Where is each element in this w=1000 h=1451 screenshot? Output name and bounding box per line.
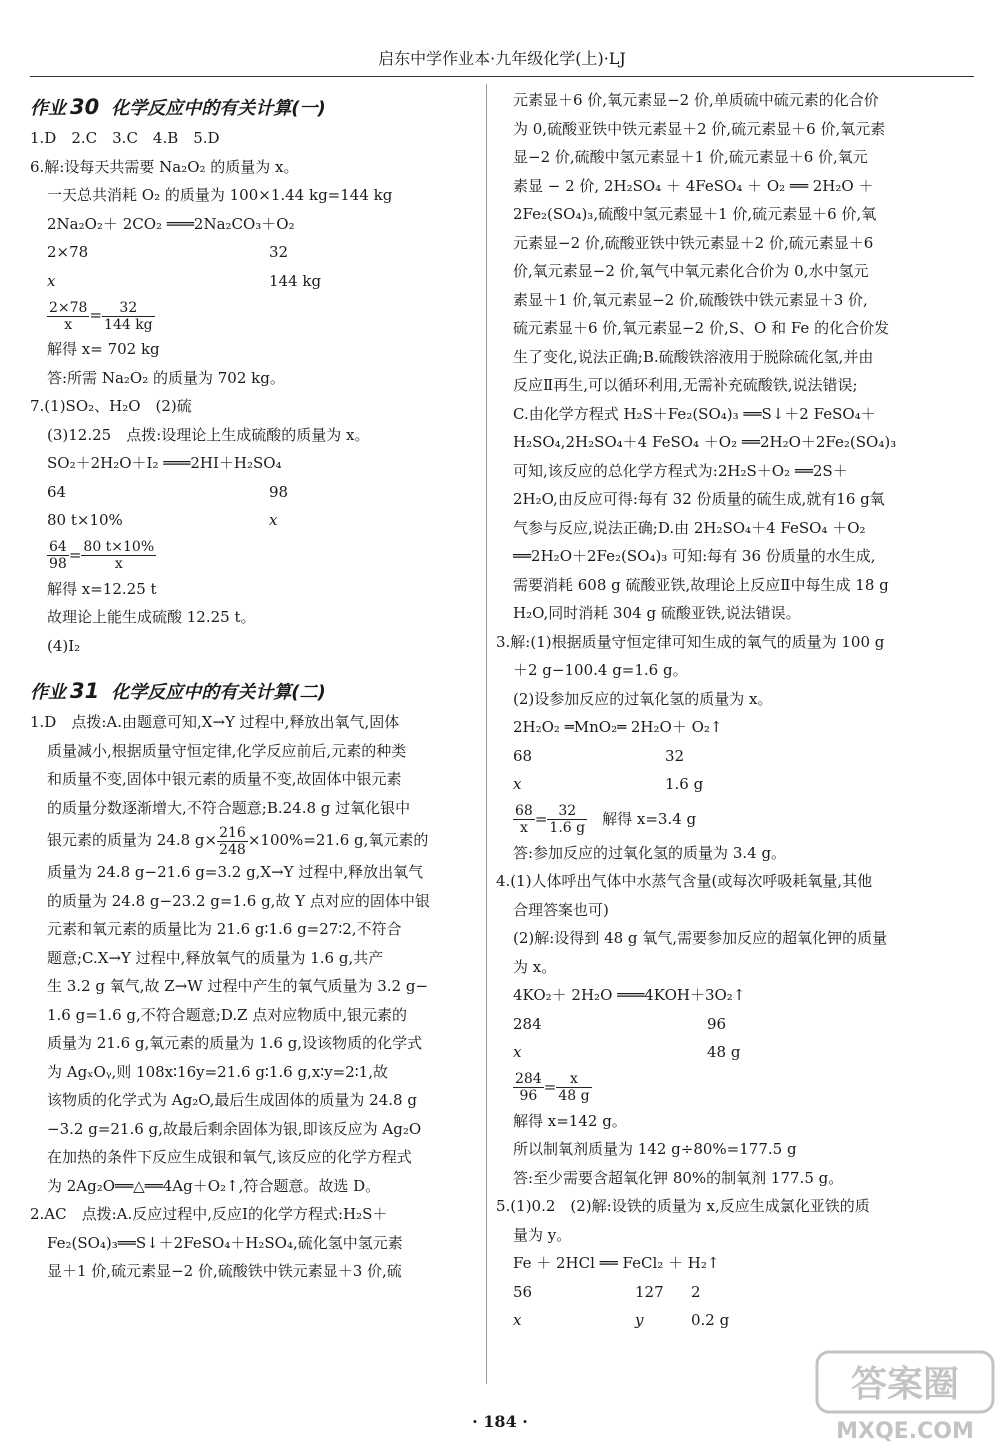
fraction: $\frac{216}{248}$ [219, 824, 246, 858]
answer-line: 为 2Ag₂O══△══4Ag＋O₂↑,符合题意。故选 D。 [47, 1176, 381, 1195]
ratio-row: 284 96 [513, 1014, 727, 1033]
answer-line: 在加热的条件下反应生成银和氧气,该反应的化学方程式 [47, 1148, 412, 1166]
answer-line: 题意;C.X→Y 过程中,释放氧气的质量为 1.6 g,共产 [47, 948, 384, 967]
answer-line: 7.(1)SO₂、H₂O (2)硫 [30, 397, 192, 415]
answer-line: 1.6 g=1.6 g,不符合题意;D.Z 点对应物质中,银元素的 [47, 1005, 408, 1024]
answer-line: (3)12.25 点拨:设理论上生成硫酸的质量为 x。 [47, 425, 370, 444]
answer-line: H₂SO₄,2H₂SO₄＋4 FeSO₄ ＋O₂ ══2H₂O＋2Fe₂(SO₄)₃ [513, 433, 897, 451]
answer-line: 2.AC 点拨:A.反应过程中,反应Ⅰ的化学方程式:H₂S＋ [30, 1205, 388, 1223]
ratio-row: 64 98 [47, 482, 289, 501]
answer-line: H₂O,同时消耗 304 g 硫酸亚铁,说法错误。 [513, 604, 801, 622]
ratio-row: x 48 g [513, 1043, 741, 1061]
answer-line: 显＋1 价,硫元素显−2 价,硫酸铁中铁元素显＋3 价,硫 [47, 1262, 402, 1280]
equation-line: 2Na₂O₂＋ 2CO₂ ═══2Na₂CO₃＋O₂ [47, 214, 295, 233]
answer-line: Fe₂(SO₄)₃══S↓＋2FeSO₄＋H₂SO₄,硫化氢中氢元素 [47, 1233, 403, 1252]
answer-line: 合理答案也可) [513, 900, 609, 919]
page-number: · 184 · [472, 1412, 528, 1431]
answer-line: 生 3.2 g 氧气,故 Z→W 过程中产生的氧气质量为 3.2 g− [47, 977, 429, 995]
answer-line: (2)解:设得到 48 g 氧气,需要参加反应的超氧化钾的质量 [513, 929, 888, 947]
answer-line: 为 AgₓOᵧ,则 108x∶16y=21.6 g∶1.6 g,x∶y=2∶1,故 [47, 1062, 388, 1081]
fraction: $\frac{2\times 78}{x}$ [49, 299, 88, 333]
answer-line: 显−2 价,硫酸中氢元素显＋1 价,硫元素显＋6 价,氧元 [513, 148, 868, 166]
answer-line: 元素显−2 价,硫酸亚铁中铁元素显＋2 价,硫元素显＋6 [513, 233, 874, 252]
page-header [30, 44, 974, 77]
ratio-row: 80 t×10% x [47, 511, 278, 529]
equation-line: SO₂＋2H₂O＋I₂ ═══2HI＋H₂SO₄ [47, 454, 282, 472]
answer-line: 一天总共消耗 O₂ 的质量为 100×1.44 kg=144 kg [47, 186, 393, 204]
fraction: $\frac{80 t\times 10\%}{x}$ [83, 539, 155, 572]
header-title: 启东中学作业本·九年级化学(上)·LJ [378, 49, 626, 68]
answer-line: 答:所需 Na₂O₂ 的质量为 702 kg。 [47, 368, 285, 387]
ratio-row: x y 0.2 g [513, 1311, 730, 1329]
svg-text:MXQE.COM: MXQE.COM [836, 1419, 974, 1444]
svg-text:答案圈: 答案圈 [850, 1364, 960, 1405]
answer-line: 气参与反应,说法正确;D.由 2H₂SO₄＋4 FeSO₄ ＋O₂ [513, 518, 866, 537]
section-31-heading: 作业 31 化学反应中的有关计算(二) [30, 679, 326, 703]
answer-line: 硫元素显＋6 价,氧元素显−2 价,S、O 和 Fe 的化合价发 [513, 319, 890, 337]
answer-line: 元素显＋6 价,氧元素显−2 价,单质硫中硫元素的化合价 [513, 91, 879, 109]
answer-line: 5.(1)0.2 (2)解:设铁的质量为 x,反应生成氯化亚铁的质 [496, 1197, 870, 1215]
answer-line: 质量为 24.8 g−21.6 g=3.2 g,X→Y 过程中,释放出氧气 [47, 863, 424, 881]
right-column [496, 86, 972, 1335]
answer-line: 故理论上能生成硫酸 12.25 t。 [47, 608, 256, 626]
answer-line: 的质量为 24.8 g−23.2 g=1.6 g,故 Y 点对应的固体中银 [47, 891, 430, 910]
ratio-row: 2×78 32 [47, 243, 289, 261]
answer-line: 3.解:(1)根据质量守恒定律可知生成的氧气的质量为 100 g [496, 632, 885, 651]
fraction-equation: $\frac{64}{98}$ = $\frac{80 t\times 10\%}{x}$ [49, 539, 155, 572]
ratio-row: 56 127 2 [513, 1282, 701, 1301]
answer-line: 元素和氧元素的质量比为 21.6 g∶1.6 g=27∶2,不符合 [47, 920, 402, 938]
answer-line: 该物质的化学式为 Ag₂O,最后生成固体的质量为 24.8 g [47, 1091, 417, 1109]
fraction: $\frac{32}{1.6 g}$ [549, 803, 586, 836]
ratio-row: x 144 kg [47, 271, 322, 290]
answer-line: 生了变化,说法正确;B.硫酸铁溶液用于脱除硫化氢,并由 [513, 347, 874, 366]
answer-line: (2)设参加反应的过氧化氢的质量为 x。 [513, 689, 773, 708]
answer-line: 答:至少需要含超氧化钾 80%的制氧剂 177.5 g。 [513, 1168, 844, 1187]
answer-line: 答:参加反应的过氧化氢的质量为 3.4 g。 [513, 843, 787, 862]
column-divider [486, 84, 487, 1384]
answer-line: 1.D 2.C 3.C 4.B 5.D [30, 129, 220, 147]
equation-line: 4KO₂＋ 2H₂O ═══4KOH＋3O₂↑ [513, 986, 746, 1004]
answer-line: 解得 x=142 g。 [513, 1111, 627, 1130]
left-column [30, 86, 470, 1286]
answer-line: 反应Ⅱ再生,可以循环利用,无需补充硫酸铁,说法错误; [513, 376, 858, 394]
answer-line: 质量减小,根据质量守恒定律,化学反应前后,元素的种类 [47, 741, 407, 760]
equation-line: 2H₂O₂ ═MnO₂═ 2H₂O＋ O₂↑ [513, 718, 723, 736]
fraction: $\frac{284}{96}$ [515, 1071, 542, 1104]
watermark-logo-icon [815, 1350, 995, 1445]
watermark-logo [815, 1350, 995, 1445]
answer-line: ＋2 g−100.4 g=1.6 g。 [513, 661, 688, 679]
answer-line: 2H₂O,由反应可得:每有 32 份质量的硫生成,就有16 g氧 [513, 490, 885, 508]
fraction-equation: $\frac{68}{x}$ = $\frac{32}{1.6 g}$ 解得 x=3.4 g [515, 803, 697, 836]
fraction: $\frac{x}{48 g}$ [558, 1071, 590, 1104]
answer-line: −3.2 g=21.6 g,故最后剩余固体为银,即该反应为 Ag₂O [47, 1119, 422, 1138]
answer-line: 为 x。 [513, 957, 557, 976]
section-30-heading: 作业 30 化学反应中的有关计算(一) [30, 95, 326, 119]
answer-line: 6.解:设每天共需要 Na₂O₂ 的质量为 x。 [30, 157, 299, 176]
answer-line: 需要消耗 608 g 硫酸亚铁,故理论上反应Ⅱ中每生成 18 g [513, 575, 889, 594]
fraction: $\frac{32}{144 kg}$ [104, 299, 153, 333]
answer-line: 解得 x= 702 kg [47, 340, 160, 358]
answer-line: 4.(1)人体呼出气体中水蒸气含量(或每次呼吸耗氧量,其他 [496, 872, 873, 890]
fraction-equation: $\frac{284}{96}$ = $\frac{x}{48 g}$ [515, 1071, 590, 1104]
answer-line: 素显 − 2 价, 2H₂SO₄ ＋ 4FeSO₄ ＋ O₂ ══ 2H₂O ＋ [513, 176, 874, 195]
equation-line: Fe ＋ 2HCl ══ FeCl₂ ＋ H₂↑ [513, 1254, 720, 1272]
fraction: $\frac{64}{98}$ [49, 539, 67, 572]
ratio-row: 68 32 [513, 746, 685, 765]
ratio-row: x 1.6 g [513, 775, 704, 793]
fraction: $\frac{68}{x}$ [515, 803, 533, 836]
answer-line: 解得 x=12.25 t [47, 579, 157, 598]
answer-line: C.由化学方程式 H₂S＋Fe₂(SO₄)₃ ══S↓＋2 FeSO₄＋ [513, 404, 876, 423]
answer-line: 量为 y。 [513, 1225, 572, 1244]
answer-line: (4)I₂ [47, 636, 81, 655]
answer-line: 所以制氧剂质量为 142 g÷80%=177.5 g [513, 1140, 797, 1158]
answer-line: 质量为 21.6 g,氧元素的质量为 1.6 g,设该物质的化学式 [47, 1034, 423, 1052]
answer-line: 可知,该反应的总化学方程式为:2H₂S＋O₂ ══2S＋ [513, 461, 848, 480]
fraction-equation: $\frac{2\times 78}{x}$ = $\frac{32}{144 kg}$ [49, 299, 153, 333]
answer-line: ══2H₂O＋2Fe₂(SO₄)₃ 可知:每有 36 份质量的水生成, [513, 547, 876, 565]
answer-line: 的质量分数逐渐增大,不符合题意;B.24.8 g 过氧化银中 [47, 798, 411, 817]
answer-line: 1.D 点拨:A.由题意可知,X→Y 过程中,释放出氧气,固体 [30, 713, 400, 731]
answer-line: 银元素的质量为 24.8 g× $\frac{216}{248}$ ×100%=21.6 g,氧元素的 [47, 824, 429, 858]
answer-line: 和质量不变,固体中银元素的质量不变,故固体中银元素 [47, 770, 402, 788]
answer-line: 价,氧元素显−2 价,氧气中氧元素化合价为 0,水中氢元 [513, 262, 869, 280]
answer-line: 2Fe₂(SO₄)₃,硫酸中氢元素显＋1 价,硫元素显＋6 价,氧 [513, 205, 877, 223]
answer-line: 为 0,硫酸亚铁中铁元素显＋2 价,硫元素显＋6 价,氧元素 [513, 119, 886, 138]
answer-line: 素显＋1 价,氧元素显−2 价,硫酸铁中铁元素显＋3 价, [513, 290, 868, 309]
